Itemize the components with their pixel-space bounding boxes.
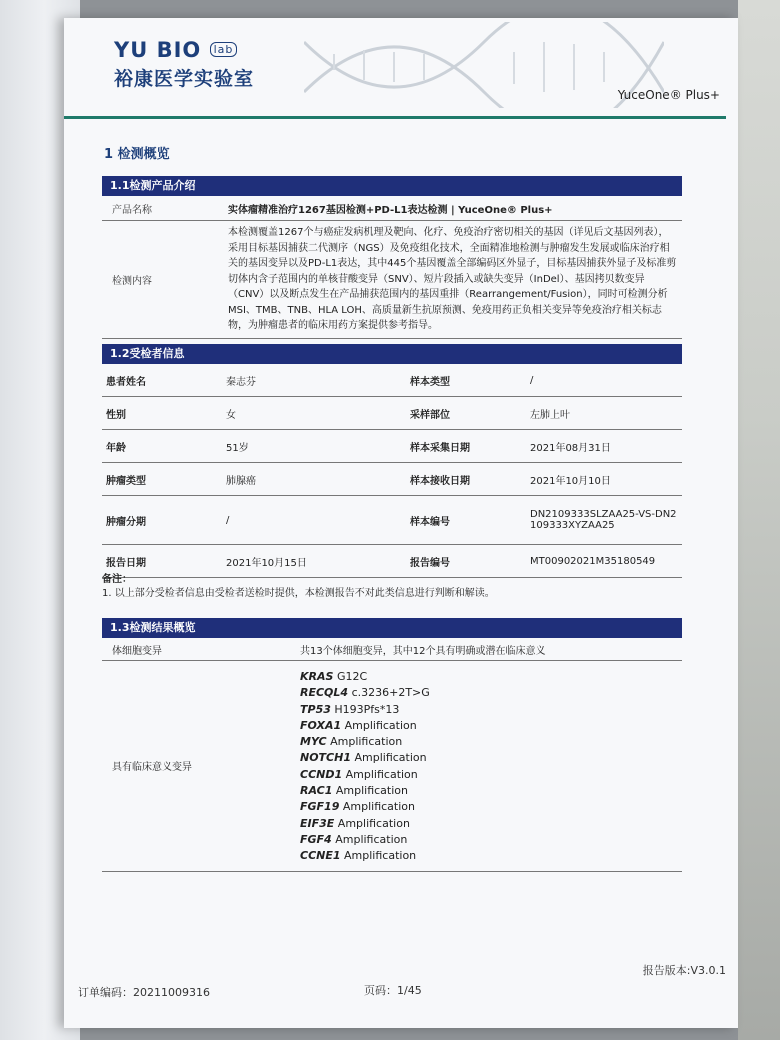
report-id-value: MT00902021M35180549 bbox=[526, 545, 682, 578]
tumor-type-label: 肿瘤类型 bbox=[102, 463, 222, 496]
table-row bbox=[102, 221, 682, 339]
variant-change: Amplification bbox=[335, 832, 408, 846]
variant-item bbox=[300, 702, 678, 718]
variant-change: Amplification bbox=[342, 800, 415, 814]
product-intro-heading: 1.1检测产品介绍 bbox=[102, 176, 682, 196]
variant-gene: FGF19 bbox=[300, 800, 340, 814]
table-row bbox=[102, 397, 682, 430]
variant-gene: TP53 bbox=[300, 702, 331, 716]
variant-change: G12C bbox=[336, 670, 368, 683]
variant-change: c.3236+2T>G bbox=[351, 686, 430, 700]
sampling-site-label: 采样部位 bbox=[406, 397, 526, 430]
dna-helix-decoration bbox=[304, 22, 664, 108]
variant-change: Amplification bbox=[344, 849, 417, 863]
section-title: 1 检测概览 bbox=[104, 147, 170, 162]
variant-list-cell bbox=[296, 661, 682, 872]
report-date-value: 2021年10月15日 bbox=[222, 545, 406, 578]
header-divider bbox=[64, 116, 726, 119]
variant-change: Amplification bbox=[345, 767, 418, 781]
variant-item bbox=[300, 669, 678, 685]
variant-gene: MYC bbox=[300, 735, 327, 749]
variant-item bbox=[300, 816, 678, 832]
patient-name-label: 患者姓名 bbox=[102, 364, 222, 397]
report-version: 报告版本:V3.0.1 bbox=[642, 964, 726, 977]
variant-item bbox=[300, 718, 678, 734]
variant-gene: CCND1 bbox=[300, 767, 343, 781]
collection-date-label: 样本采集日期 bbox=[406, 430, 526, 463]
patient-name-value: 秦志芬 bbox=[222, 364, 406, 397]
tumor-type-value: 肺腺癌 bbox=[222, 463, 406, 496]
variant-change: Amplification bbox=[354, 751, 427, 765]
results-table bbox=[102, 638, 682, 872]
background-surface bbox=[738, 0, 780, 1040]
note-title: 备注： bbox=[102, 574, 132, 585]
sampling-site-value: 左肺上叶 bbox=[526, 397, 682, 430]
sample-type-label: 样本类型 bbox=[406, 364, 526, 397]
table-row bbox=[102, 545, 682, 578]
clinical-variants-label: 具有临床意义变异 bbox=[102, 661, 296, 872]
logo-chinese-name: 裕康医学实验室 bbox=[114, 68, 255, 90]
logo-lab-badge: lab bbox=[210, 42, 238, 57]
variant-gene: FOXA1 bbox=[300, 718, 342, 732]
table-row bbox=[102, 638, 682, 661]
patient-info-table bbox=[102, 364, 682, 578]
variant-item bbox=[300, 783, 678, 799]
table-row bbox=[102, 196, 682, 221]
company-logo bbox=[114, 38, 254, 91]
somatic-label: 体细胞变异 bbox=[102, 638, 296, 661]
product-intro-table bbox=[102, 196, 682, 339]
age-label: 年龄 bbox=[102, 430, 222, 463]
tumor-stage-value: / bbox=[222, 496, 406, 545]
variant-item bbox=[300, 734, 678, 750]
logo-text: YU BIO bbox=[114, 38, 202, 62]
variant-gene: KRAS bbox=[300, 670, 334, 683]
row-label: 检测内容 bbox=[102, 221, 224, 339]
age-value: 51岁 bbox=[222, 430, 406, 463]
gender-label: 性别 bbox=[102, 397, 222, 430]
product-brand: YuceOne® Plus+ bbox=[617, 88, 720, 102]
collection-date-value: 2021年08月31日 bbox=[526, 430, 682, 463]
variant-item bbox=[300, 767, 678, 783]
gender-value: 女 bbox=[222, 397, 406, 430]
receipt-date-label: 样本接收日期 bbox=[406, 463, 526, 496]
variant-item bbox=[300, 848, 678, 864]
table-row bbox=[102, 496, 682, 545]
product-name-value: 实体瘤精准治疗1267基因检测+PD-L1表达检测 | YuceOne® Plus+ bbox=[224, 196, 682, 221]
variant-item bbox=[300, 799, 678, 815]
variant-change: Amplification bbox=[337, 816, 410, 830]
report-id-label: 报告编号 bbox=[406, 545, 526, 578]
page-number: 页码：1/45 bbox=[364, 984, 422, 997]
sample-type-value: / bbox=[526, 364, 682, 397]
variant-item bbox=[300, 750, 678, 766]
variant-gene: RAC1 bbox=[300, 784, 333, 798]
variant-item bbox=[300, 832, 678, 848]
variant-change: Amplification bbox=[335, 784, 408, 798]
variant-gene: NOTCH1 bbox=[300, 751, 351, 765]
sample-id-label: 样本编号 bbox=[406, 496, 526, 545]
table-row bbox=[102, 463, 682, 496]
sample-id-value: DN2109333SLZAA25-VS-DN2109333XYZAA25 bbox=[526, 496, 682, 545]
order-number: 订单编码：20211009316 bbox=[78, 986, 210, 999]
table-row bbox=[102, 661, 682, 872]
variant-change: Amplification bbox=[344, 718, 417, 732]
variant-list bbox=[300, 669, 678, 865]
results-heading: 1.3检测结果概览 bbox=[102, 618, 682, 638]
variant-item bbox=[300, 685, 678, 701]
patient-info-heading: 1.2受检者信息 bbox=[102, 344, 682, 364]
table-row bbox=[102, 364, 682, 397]
variant-gene: FGF4 bbox=[300, 832, 332, 846]
row-label: 产品名称 bbox=[102, 196, 224, 221]
table-row bbox=[102, 430, 682, 463]
variant-gene: RECQL4 bbox=[300, 686, 349, 700]
tumor-stage-label: 肿瘤分期 bbox=[102, 496, 222, 545]
variant-change: H193Pfs*13 bbox=[334, 702, 400, 716]
detection-content-value: 本检测覆盖1267个与癌症发病机理及靶向、化疗、免疫治疗密切相关的基因（详见后文基因列表），采用目标基因捕获二代测序（NGS）及免疫组化技术，全面精准地检测与肿瘤发生发展或临床治疗相关的基因变异以及PD-L1表达，其中445个基因覆盖全部编码区外显子，目标基因捕获外显子及标准剪切体内含子范围内的单核苷酸变异（SNV）、短片段插入或缺失变异（InDel）、基因拷贝数变异（CNV）以及断点发生在产品捕获范围内的基因重排（Rearrangement/Fusion），同时可检测分析MSI、TMB、TNB、HLA LOH、高质量新生抗原预测、免疫用药正负相关变异等免疫治疗相关标志物，为肿瘤患者的临床用药方案提供参考指导。 bbox=[224, 221, 682, 339]
variant-gene: EIF3E bbox=[300, 816, 335, 830]
note-text: 1. 以上部分受检者信息由受检者送检时提供，本检测报告不对此类信息进行判断和解读。 bbox=[102, 588, 495, 599]
receipt-date-value: 2021年10月10日 bbox=[526, 463, 682, 496]
report-page bbox=[64, 18, 738, 1028]
somatic-summary: 共13个体细胞变异，其中12个具有明确或潜在临床意义 bbox=[296, 638, 682, 661]
variant-change: Amplification bbox=[330, 735, 403, 749]
variant-gene: CCNE1 bbox=[300, 849, 341, 863]
report-date-label: 报告日期 bbox=[102, 545, 222, 578]
